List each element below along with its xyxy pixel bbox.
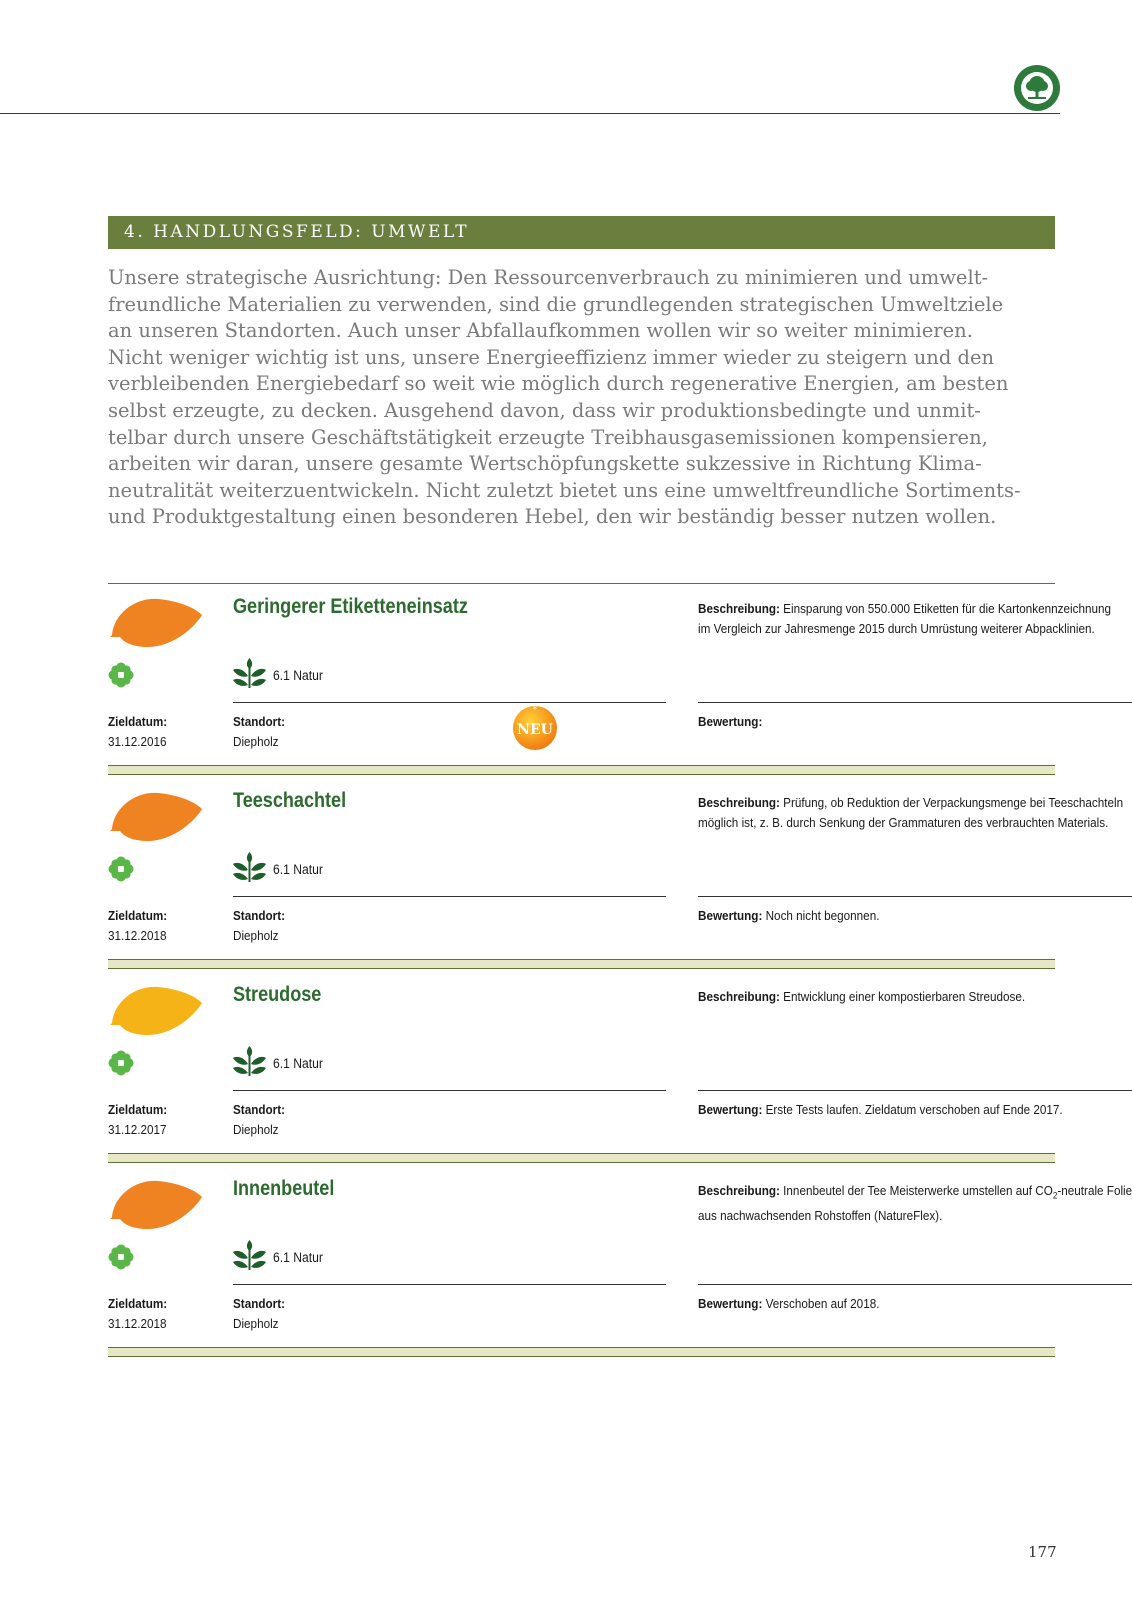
section-title: 4. HANDLUNGSFELD: UMWELT bbox=[108, 216, 1055, 249]
rule bbox=[233, 702, 666, 703]
goal-entry bbox=[108, 971, 1063, 1166]
leaf-icon bbox=[108, 1175, 204, 1233]
category-tag: 6.1 Natur bbox=[273, 862, 323, 877]
goal-entry bbox=[108, 583, 1112, 778]
description-text-2: im Vergleich zur Jahresmenge 2015 durch Umrüstung weiterer Abpacklinien. bbox=[698, 620, 1095, 636]
description-text-2: möglich ist, z. B. durch Senkung der Grammaturen des verbrauchten Materials. bbox=[698, 814, 1109, 830]
intro-line: verbleibenden Energiebedarf so weit wie möglich durch regenerative Energien, am besten bbox=[108, 372, 1009, 396]
plant-icon bbox=[233, 1238, 266, 1272]
intro-paragraph bbox=[108, 265, 1058, 531]
target-date-label: Zieldatum: bbox=[108, 714, 168, 729]
description-label: Beschreibung: bbox=[698, 601, 780, 616]
location bbox=[233, 712, 285, 751]
entry-title: Teeschachtel bbox=[233, 789, 347, 812]
rating bbox=[698, 1294, 1132, 1313]
flower-icon bbox=[108, 1050, 134, 1076]
intro-line: Unsere strategische Ausrichtung: Den Ressourcenverbrauch zu minimieren und umwelt- bbox=[108, 266, 989, 289]
description-text: Einsparung von 550.000 Etiketten für die Kartonkennzeichnung bbox=[783, 601, 1112, 616]
location-value: Diepholz bbox=[233, 733, 279, 749]
description-text: Prüfung, ob Reduktion der Verpackungsmenge bei Teeschachteln bbox=[783, 795, 1124, 810]
description bbox=[698, 987, 1132, 1007]
page-number: 177 bbox=[1028, 1543, 1057, 1561]
entry-title: Geringerer Etiketteneinsatz bbox=[233, 595, 468, 618]
location-label: Standort: bbox=[233, 714, 286, 729]
intro-line: selbst erzeugte, zu decken. Ausgehend davon, dass wir produktionsbedingte und unmit- bbox=[108, 398, 981, 422]
new-badge bbox=[511, 701, 559, 751]
intro-line: freundliche Materialien zu verwenden, sind die grundlegenden strategischen Umweltziele bbox=[108, 292, 1004, 316]
intro-line: an unseren Standorten. Auch unser Abfallaufkommen wollen wir so weiter minimieren. bbox=[108, 319, 973, 343]
rule bbox=[698, 1284, 1132, 1285]
location-label: Standort: bbox=[233, 1296, 286, 1311]
description-text: Entwicklung einer kompostierbaren Streudose. bbox=[783, 989, 1026, 1004]
target-date bbox=[108, 1100, 167, 1139]
rule bbox=[698, 702, 1132, 703]
plant-icon bbox=[233, 850, 266, 884]
target-date-value: 31.12.2017 bbox=[108, 1121, 167, 1137]
description-label: Beschreibung: bbox=[698, 795, 780, 810]
rating-label: Bewertung: bbox=[698, 1296, 763, 1311]
rating bbox=[698, 1100, 1132, 1119]
rating-text: Verschoben auf 2018. bbox=[765, 1296, 880, 1311]
leaf-icon bbox=[108, 787, 204, 845]
header-rule bbox=[0, 113, 1060, 114]
entry-band bbox=[108, 1153, 1055, 1163]
intro-line: Nicht weniger wichtig ist uns, unsere Energieeffizienz immer wieder zu steigern und den bbox=[108, 345, 995, 369]
intro-line: und Produktgestaltung einen besonderen Hebel, den wir beständig besser nutzen wollen. bbox=[108, 505, 997, 529]
flower-icon bbox=[108, 662, 134, 688]
entry-title: Innenbeutel bbox=[233, 1177, 335, 1200]
new-badge-text: NEU bbox=[517, 722, 553, 738]
target-date-value: 31.12.2018 bbox=[108, 927, 167, 943]
category-tag: 6.1 Natur bbox=[273, 668, 323, 683]
intro-line: telbar durch unsere Geschäftstätigkeit erzeugte Treibhausgasemissionen kompensieren, bbox=[108, 425, 988, 449]
rating-text: Noch nicht begonnen. bbox=[765, 908, 880, 923]
rule bbox=[233, 896, 666, 897]
description bbox=[698, 793, 1132, 832]
rating-label: Bewertung: bbox=[698, 714, 763, 729]
entry-title: Streudose bbox=[233, 983, 322, 1006]
entry-band bbox=[108, 765, 1055, 775]
goal-entry bbox=[108, 1165, 1132, 1360]
rating bbox=[698, 906, 1132, 925]
description-text-2: aus nachwachsenden Rohstoffen (NatureFlex). bbox=[698, 1208, 943, 1224]
lebensbaum-logo bbox=[1013, 64, 1061, 112]
description-text: Innenbeutel der Tee Meisterwerke umstellen auf CO bbox=[783, 1183, 1053, 1198]
target-date-value: 31.12.2016 bbox=[108, 733, 167, 749]
description-subscript: 2 bbox=[1052, 1190, 1058, 1201]
target-date bbox=[108, 906, 167, 945]
goal-entry bbox=[108, 777, 1124, 972]
rule bbox=[698, 896, 1132, 897]
rule bbox=[233, 1284, 666, 1285]
intro-line: neutralität weiterzuentwickeln. Nicht zuletzt bietet uns eine umweltfreundliche Sortiments- bbox=[108, 478, 1021, 502]
rule bbox=[233, 1090, 666, 1091]
leaf-icon bbox=[108, 593, 204, 651]
location-value: Diepholz bbox=[233, 1315, 279, 1331]
description-label: Beschreibung: bbox=[698, 989, 780, 1004]
plant-icon bbox=[233, 1044, 266, 1078]
description-label: Beschreibung: bbox=[698, 1183, 780, 1198]
intro-line: arbeiten wir daran, unsere gesamte Wertschöpfungskette sukzessive in Richtung Klima- bbox=[108, 452, 982, 476]
rating bbox=[698, 712, 1132, 731]
description bbox=[698, 599, 1132, 638]
location bbox=[233, 1294, 285, 1333]
location-value: Diepholz bbox=[233, 927, 279, 943]
entry-divider bbox=[108, 583, 1055, 584]
plant-icon bbox=[233, 656, 266, 690]
target-date-label: Zieldatum: bbox=[108, 1296, 168, 1311]
rule bbox=[698, 1090, 1132, 1091]
entry-band bbox=[108, 1347, 1055, 1357]
entry-band bbox=[108, 959, 1055, 969]
rating-text: Erste Tests laufen. Zieldatum verschoben auf Ende 2017. bbox=[765, 1102, 1063, 1117]
category-tag: 6.1 Natur bbox=[273, 1056, 323, 1071]
location-value: Diepholz bbox=[233, 1121, 279, 1137]
target-date-label: Zieldatum: bbox=[108, 1102, 168, 1117]
leaf-icon bbox=[108, 981, 204, 1039]
category-tag: 6.1 Natur bbox=[273, 1250, 323, 1265]
location-label: Standort: bbox=[233, 908, 286, 923]
location bbox=[233, 906, 285, 945]
svg-text:*: * bbox=[532, 705, 538, 715]
location-label: Standort: bbox=[233, 1102, 286, 1117]
target-date bbox=[108, 712, 167, 751]
target-date-label: Zieldatum: bbox=[108, 908, 168, 923]
flower-icon bbox=[108, 856, 134, 882]
location bbox=[233, 1100, 285, 1139]
description bbox=[698, 1181, 1132, 1226]
description-text-post: -neutrale Folie bbox=[1057, 1183, 1132, 1198]
target-date-value: 31.12.2018 bbox=[108, 1315, 167, 1331]
rating-label: Bewertung: bbox=[698, 908, 763, 923]
target-date bbox=[108, 1294, 167, 1333]
rating-label: Bewertung: bbox=[698, 1102, 763, 1117]
flower-icon bbox=[108, 1244, 134, 1270]
